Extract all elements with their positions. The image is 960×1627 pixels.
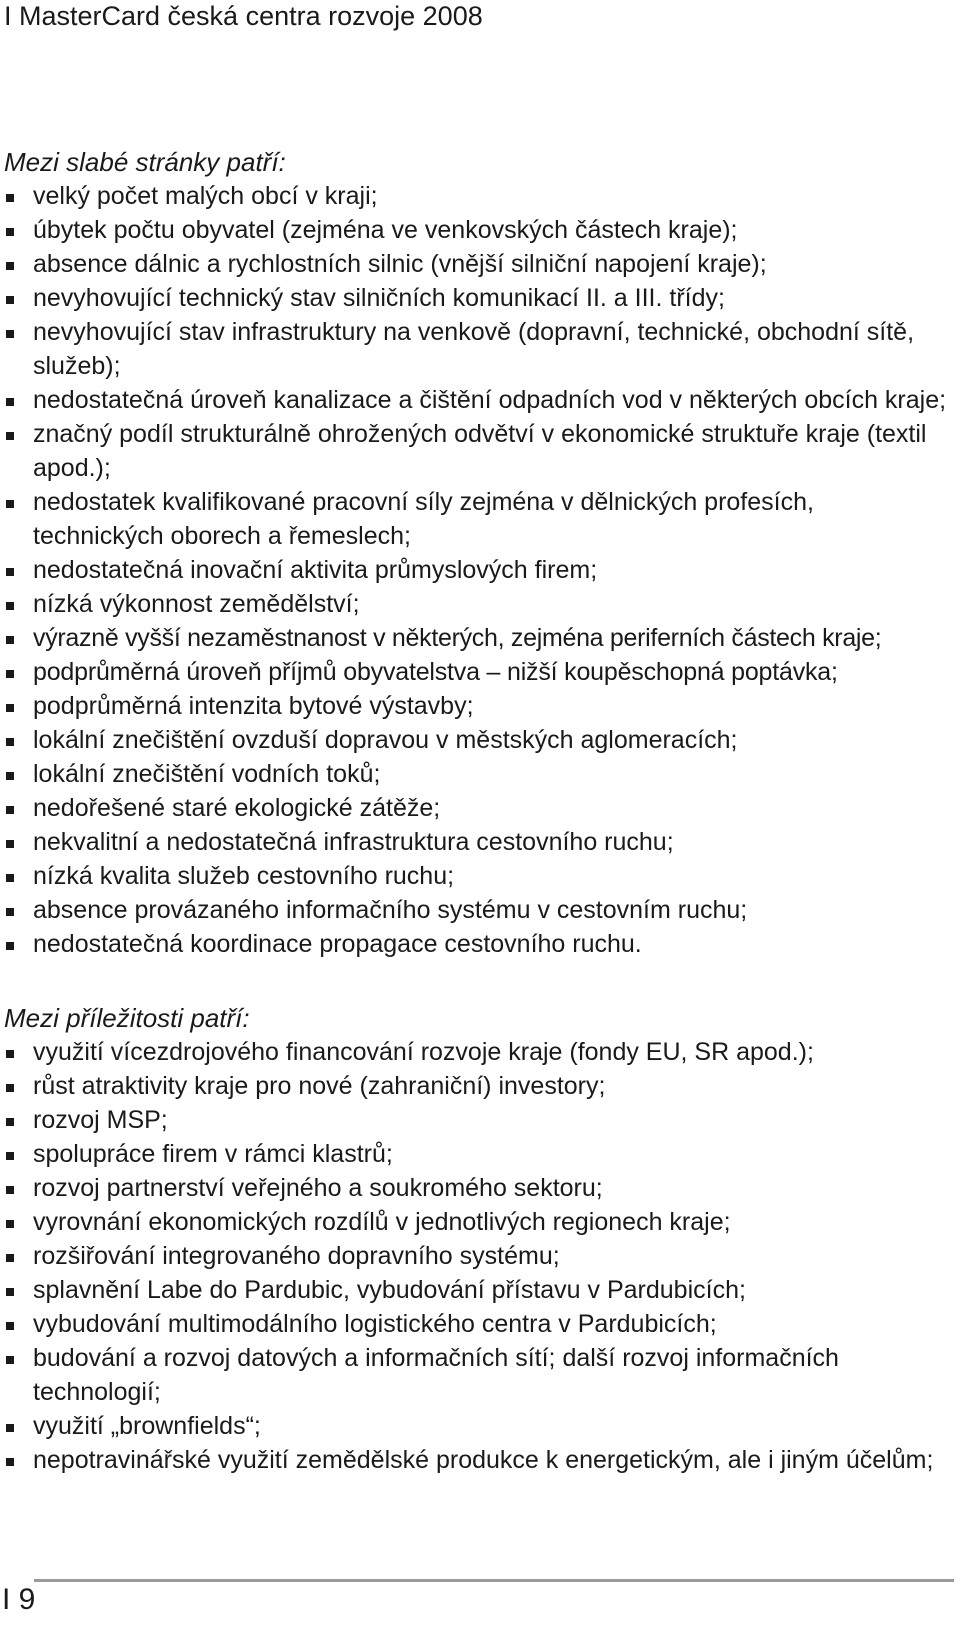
list-item-text: růst atraktivity kraje pro nové (zahraniční) investory; xyxy=(33,1072,606,1100)
square-bullet-icon xyxy=(6,296,14,304)
list-item-text: nekvalitní a nedostatečná infrastruktura cestovního ruchu; xyxy=(33,828,674,856)
list-item xyxy=(4,553,949,587)
square-bullet-icon xyxy=(6,568,14,576)
list-item xyxy=(4,1137,949,1171)
square-bullet-icon xyxy=(6,1288,14,1296)
list-item-text: absence dálnic a rychlostních silnic (vnější silniční napojení kraje); xyxy=(33,250,767,278)
list-item-text: nepotravinářské využití zemědělské produkce k energetickým, ale i jiným účelům; xyxy=(33,1446,934,1474)
square-bullet-icon xyxy=(6,1118,14,1126)
list-item-text: rozvoj MSP; xyxy=(33,1106,168,1134)
list-item-text: nedostatečná inovační aktivita průmyslových firem; xyxy=(33,556,598,584)
list-item-text: nevyhovující technický stav silničních komunikací II. a III. třídy; xyxy=(33,284,725,312)
square-bullet-icon xyxy=(6,1220,14,1228)
square-bullet-icon xyxy=(6,1084,14,1092)
list-item xyxy=(4,893,949,927)
list-item-text: nízká výkonnost zemědělství; xyxy=(33,590,360,618)
list-item xyxy=(4,1273,949,1307)
list-item-text: výrazně vyšší nezaměstnanost v některých, zejména periferních částech kraje; xyxy=(33,624,882,652)
list-item xyxy=(4,757,949,791)
list-item-text: podprůměrná úroveň příjmů obyvatelstva – nižší koupěschopná poptávka; xyxy=(33,658,838,686)
square-bullet-icon xyxy=(6,1458,14,1466)
footer-divider xyxy=(34,1579,954,1582)
list-item xyxy=(4,791,949,825)
list-item xyxy=(4,1035,949,1069)
opportunities-section xyxy=(4,1001,949,1477)
weaknesses-list xyxy=(4,179,949,961)
list-item-text: lokální znečištění vodních toků; xyxy=(33,760,381,788)
list-item-text: nedořešené staré ekologické zátěže; xyxy=(33,794,441,822)
square-bullet-icon xyxy=(6,398,14,406)
square-bullet-icon xyxy=(6,772,14,780)
list-item xyxy=(4,1409,949,1443)
list-item-text: rozšiřování integrovaného dopravního systému; xyxy=(33,1242,560,1270)
running-header: I MasterCard česká centra rozvoje 2008 xyxy=(4,1,483,31)
square-bullet-icon xyxy=(6,636,14,644)
square-bullet-icon xyxy=(6,602,14,610)
list-item-text: vybudování multimodálního logistického centra v Pardubicích; xyxy=(33,1310,717,1338)
weaknesses-heading: Mezi slabé stránky patří: xyxy=(4,147,286,177)
list-item xyxy=(4,927,949,961)
square-bullet-icon xyxy=(6,262,14,270)
list-item-text: značný podíl strukturálně ohrožených odvětví v ekonomické struktuře kraje (textil apod.); xyxy=(33,420,927,482)
list-item xyxy=(4,587,949,621)
list-item-text: spolupráce firem v rámci klastrů; xyxy=(33,1140,393,1168)
list-item xyxy=(4,1171,949,1205)
list-item-text: využití „brownfields“; xyxy=(33,1412,261,1440)
square-bullet-icon xyxy=(6,1356,14,1364)
list-item xyxy=(4,723,949,757)
list-item-text: splavnění Labe do Pardubic, vybudování přístavu v Pardubicích; xyxy=(33,1276,746,1304)
list-item-text: využití vícezdrojového financování rozvoje kraje (fondy EU, SR apod.); xyxy=(33,1038,814,1066)
list-item-text: nedostatečná koordinace propagace cestovního ruchu. xyxy=(33,930,642,958)
list-item-text: lokální znečištění ovzduší dopravou v městských aglomeracích; xyxy=(33,726,738,754)
square-bullet-icon xyxy=(6,806,14,814)
list-item xyxy=(4,485,949,553)
list-item xyxy=(4,825,949,859)
list-item-text: vyrovnání ekonomických rozdílů v jednotlivých regionech kraje; xyxy=(33,1208,731,1236)
list-item-text: absence provázaného informačního systému v cestovním ruchu; xyxy=(33,896,748,924)
list-item-text: velký počet malých obcí v kraji; xyxy=(33,182,378,210)
square-bullet-icon xyxy=(6,1322,14,1330)
square-bullet-icon xyxy=(6,1152,14,1160)
list-item xyxy=(4,689,949,723)
square-bullet-icon xyxy=(6,330,14,338)
list-item xyxy=(4,655,949,689)
list-item-text: nedostatečná úroveň kanalizace a čištění odpadních vod v některých obcích kraje; xyxy=(33,386,947,414)
weaknesses-section xyxy=(4,145,949,961)
list-item xyxy=(4,1069,949,1103)
square-bullet-icon xyxy=(6,908,14,916)
square-bullet-icon xyxy=(6,1424,14,1432)
opportunities-heading: Mezi příležitosti patří: xyxy=(4,1003,250,1033)
list-item xyxy=(4,213,949,247)
list-item xyxy=(4,179,949,213)
square-bullet-icon xyxy=(6,228,14,236)
list-item-text: nízká kvalita služeb cestovního ruchu; xyxy=(33,862,455,890)
list-item xyxy=(4,1443,949,1477)
square-bullet-icon xyxy=(6,432,14,440)
list-item xyxy=(4,1307,949,1341)
square-bullet-icon xyxy=(6,874,14,882)
list-item xyxy=(4,417,949,485)
page-number: I 9 xyxy=(2,1583,36,1616)
square-bullet-icon xyxy=(6,1050,14,1058)
list-item-text: rozvoj partnerství veřejného a soukromého sektoru; xyxy=(33,1174,603,1202)
square-bullet-icon xyxy=(6,1186,14,1194)
square-bullet-icon xyxy=(6,840,14,848)
square-bullet-icon xyxy=(6,670,14,678)
square-bullet-icon xyxy=(6,738,14,746)
list-item xyxy=(4,1205,949,1239)
square-bullet-icon xyxy=(6,194,14,202)
list-item-text: podprůměrná intenzita bytové výstavby; xyxy=(33,692,474,720)
list-item-text: budování a rozvoj datových a informačních sítí; další rozvoj informačních technologií; xyxy=(33,1344,839,1406)
list-item-text: úbytek počtu obyvatel (zejména ve venkovských částech kraje); xyxy=(33,216,738,244)
list-item xyxy=(4,281,949,315)
square-bullet-icon xyxy=(6,704,14,712)
list-item-text: nedostatek kvalifikované pracovní síly zejména v dělnických profesích, technických oborech a řemeslech; xyxy=(33,488,814,550)
opportunities-list xyxy=(4,1035,949,1477)
list-item xyxy=(4,1239,949,1273)
square-bullet-icon xyxy=(6,1254,14,1262)
list-item xyxy=(4,1103,949,1137)
list-item xyxy=(4,859,949,893)
list-item xyxy=(4,247,949,281)
list-item xyxy=(4,621,949,655)
list-item xyxy=(4,315,949,383)
square-bullet-icon xyxy=(6,500,14,508)
list-item-text: nevyhovující stav infrastruktury na venkově (dopravní, technické, obchodní sítě, služeb); xyxy=(33,318,915,380)
list-item xyxy=(4,1341,949,1409)
square-bullet-icon xyxy=(6,942,14,950)
list-item xyxy=(4,383,949,417)
